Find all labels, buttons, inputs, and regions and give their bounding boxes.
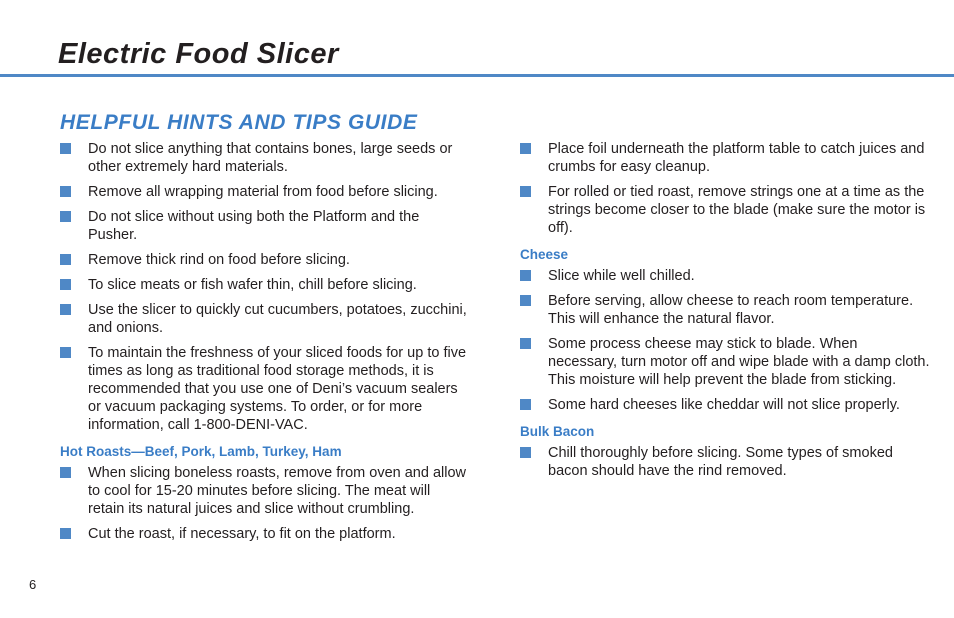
list-item — [520, 183, 930, 237]
list-item — [520, 267, 930, 285]
bullet-square-icon — [520, 399, 531, 410]
roast-tips-continued-list — [520, 140, 930, 237]
list-item — [60, 140, 470, 176]
list-item-text: Chill thoroughly before slicing. Some types of smoked bacon should have the rind removed. — [548, 445, 893, 479]
hot-roasts-list — [60, 464, 470, 543]
list-item — [520, 444, 930, 480]
bullet-square-icon — [520, 186, 531, 197]
list-item-text: For rolled or tied roast, remove strings one at a time as the strings become closer to the blade (make sure the motor is off). — [548, 184, 926, 236]
right-column — [520, 140, 930, 487]
list-item — [520, 396, 930, 414]
bullet-square-icon — [60, 347, 71, 358]
list-item — [60, 301, 470, 337]
bullet-square-icon — [60, 528, 71, 539]
general-tips-list — [60, 140, 470, 434]
list-item-text: To maintain the freshness of your sliced foods for up to five times as long as traditional food storage methods, it is recommended that you use one of Deni’s vacuum sealers or vacuum packaging systems. To order, or for more information, call 1-800-DENI-VAC. — [88, 345, 467, 433]
bullet-square-icon — [60, 467, 71, 478]
list-item — [60, 183, 470, 201]
bullet-square-icon — [60, 279, 71, 290]
list-item-text: Slice while well chilled. — [548, 268, 695, 284]
bullet-square-icon — [60, 304, 71, 315]
bullet-square-icon — [60, 254, 71, 265]
bulk-bacon-list — [520, 444, 930, 480]
list-item-text: Some process cheese may stick to blade. When necessary, turn motor off and wipe blade with a damp cloth. This moisture will help prevent the blade from sticking. — [548, 336, 930, 388]
page-number: 6 — [29, 577, 37, 592]
list-item — [60, 464, 470, 518]
list-item — [520, 140, 930, 176]
list-item-text: Before serving, allow cheese to reach room temperature. This will enhance the natural flavor. — [548, 293, 914, 327]
title-rule — [0, 74, 954, 77]
list-item-text: Some hard cheeses like cheddar will not slice properly. — [548, 397, 900, 413]
list-item — [60, 344, 470, 434]
section-heading: HELPFUL HINTS AND TIPS GUIDE — [60, 111, 418, 134]
bullet-square-icon — [520, 270, 531, 281]
bullet-square-icon — [520, 338, 531, 349]
cheese-tips-list — [520, 267, 930, 414]
list-item-text: Do not slice without using both the Platform and the Pusher. — [88, 209, 420, 243]
hot-roasts-heading: Hot Roasts—Beef, Pork, Lamb, Turkey, Ham — [60, 444, 342, 459]
page-title: Electric Food Slicer — [58, 38, 339, 70]
bullet-square-icon — [520, 143, 531, 154]
list-item — [520, 335, 930, 389]
list-item-text: Do not slice anything that contains bones, large seeds or other extremely hard materials. — [88, 141, 453, 175]
bullet-square-icon — [520, 295, 531, 306]
list-item-text: To slice meats or fish wafer thin, chill before slicing. — [88, 277, 417, 293]
bullet-square-icon — [520, 447, 531, 458]
list-item — [60, 276, 470, 294]
list-item-text: When slicing boneless roasts, remove from oven and allow to cool for 15-20 minutes before slicing. The meat will retain its natural juices and slice without crumbling. — [88, 465, 466, 517]
list-item — [520, 292, 930, 328]
left-column — [60, 111, 470, 550]
list-item-text: Remove thick rind on food before slicing. — [88, 252, 350, 268]
bullet-square-icon — [60, 186, 71, 197]
bulk-bacon-heading: Bulk Bacon — [520, 424, 595, 439]
list-item-text: Cut the roast, if necessary, to fit on the platform. — [88, 526, 396, 542]
list-item — [60, 208, 470, 244]
list-item-text: Remove all wrapping material from food before slicing. — [88, 184, 438, 200]
list-item-text: Place foil underneath the platform table to catch juices and crumbs for easy cleanup. — [548, 141, 925, 175]
cheese-heading: Cheese — [520, 247, 569, 262]
list-item — [60, 525, 470, 543]
bullet-square-icon — [60, 143, 71, 154]
list-item — [60, 251, 470, 269]
list-item-text: Use the slicer to quickly cut cucumbers, potatoes, zucchini, and onions. — [88, 302, 467, 336]
bullet-square-icon — [60, 211, 71, 222]
